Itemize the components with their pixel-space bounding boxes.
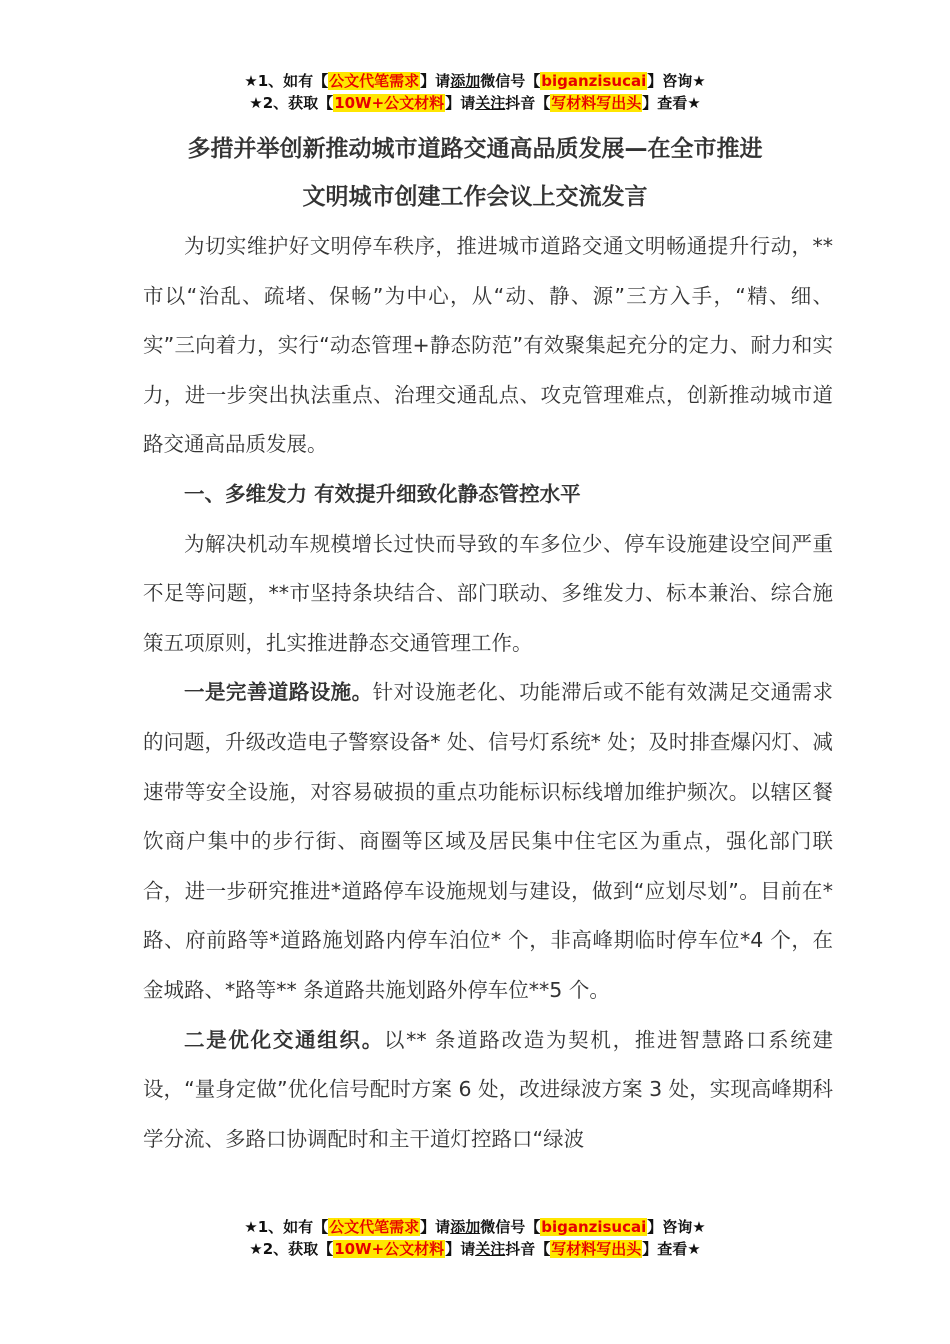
banner-text: 】请 xyxy=(420,72,451,90)
banner-text: ★2、获取【 xyxy=(249,1240,334,1258)
banner-text: 】查看★ xyxy=(642,94,701,112)
banner-underline: 添加 xyxy=(450,1218,481,1236)
paragraph-text: 以** 条道路改造为契机，推进智慧路口系统建设，“量身定做”优化信号配时方案 6 处，改进绿波方案 3 处，实现高峰期科学分流、多路口协调配时和主干道灯控路口“绿波 xyxy=(143,1027,834,1151)
paragraph xyxy=(143,1016,833,1165)
paragraph-lead: 二是优化交通组织。 xyxy=(184,1027,384,1052)
banner-line-1 xyxy=(0,1216,950,1238)
document-title-line-1: 多措并举创新推动城市道路交通高品质发展—在全市推进 xyxy=(187,136,763,162)
banner-line-1 xyxy=(0,70,950,92)
paragraph: 为解决机动车规模增长过快而导致的车多位少、停车设施建设空间严重不足等问题，**市坚持条块结合、部门联动、多维发力、标本兼治、综合施策五项原则，扎实推进静态交通管理工作。 xyxy=(143,531,833,655)
banner-text: ★1、如有【 xyxy=(244,72,329,90)
banner-highlight: 公文代笔需求 xyxy=(329,1218,420,1236)
banner-text: ★2、获取【 xyxy=(249,94,334,112)
banner-text: ★1、如有【 xyxy=(244,1218,329,1236)
banner-text: 抖音【 xyxy=(505,94,551,112)
banner-text: 抖音【 xyxy=(505,1240,551,1258)
banner-text: 微信号【 xyxy=(480,72,541,90)
banner-text: 】咨询★ xyxy=(647,1218,706,1236)
banner-highlight: 10W+公文材料 xyxy=(334,94,445,112)
document-title-line-2: 文明城市创建工作会议上交流发言 xyxy=(302,184,648,210)
banner-text: 】查看★ xyxy=(642,1240,701,1258)
banner-text: 】请 xyxy=(445,94,476,112)
banner-highlight: 写材料写出头 xyxy=(551,94,642,112)
banner-underline: 关注 xyxy=(475,94,506,112)
section-heading: 一、多维发力 有效提升细致化静态管控水平 xyxy=(184,481,581,506)
banner-text: 微信号【 xyxy=(480,1218,541,1236)
document-body xyxy=(143,222,833,1164)
banner-highlight: 写材料写出头 xyxy=(551,1240,642,1258)
banner-highlight: 10W+公文材料 xyxy=(334,1240,445,1258)
paragraph: 为切实维护好文明停车秩序，推进城市道路交通文明畅通提升行动，**市以“治乱、疏堵、保畅”为中心，从“动、静、源”三方入手，“精、细、实”三向着力，实行“动态管理+静态防范”有效聚集起充分的定力、耐力和实力，进一步突出执法重点、治理交通乱点、攻克管理难点，创新推动城市道路交通高品质发展。 xyxy=(143,234,833,457)
paragraph xyxy=(143,668,833,1015)
top-banner xyxy=(0,70,950,114)
banner-text: 】咨询★ xyxy=(647,72,706,90)
paragraph-text: 针对设施老化、功能滞后或不能有效满足交通需求的问题，升级改造电子警察设备* 处、信号灯系统* 处；及时排查爆闪灯、减速带等安全设施，对容易破损的重点功能标识标线增加维护频次。以辖区餐饮商户集中的步行街、商圈等区域及居民集中住宅区为重点，强化部门联合，进一步研究推进*道路停车设施规划与建设，做到“应划尽划”。目前在*路、府前路等*道路施划路内停车泊位* 个，非高峰期临时停车位*4 个，在金城路、*路等** 条道路共施划路外停车位**5 个。 xyxy=(143,680,834,1002)
banner-highlight: biganzisucai xyxy=(541,1218,647,1236)
banner-highlight: biganzisucai xyxy=(541,72,647,90)
banner-line-2 xyxy=(0,92,950,114)
bottom-banner xyxy=(0,1216,950,1260)
banner-underline: 添加 xyxy=(450,72,481,90)
banner-line-2 xyxy=(0,1238,950,1260)
banner-highlight: 公文代笔需求 xyxy=(329,72,420,90)
paragraph-lead: 一是完善道路设施。 xyxy=(184,680,373,705)
banner-underline: 关注 xyxy=(475,1240,506,1258)
banner-text: 】请 xyxy=(445,1240,476,1258)
banner-text: 】请 xyxy=(420,1218,451,1236)
